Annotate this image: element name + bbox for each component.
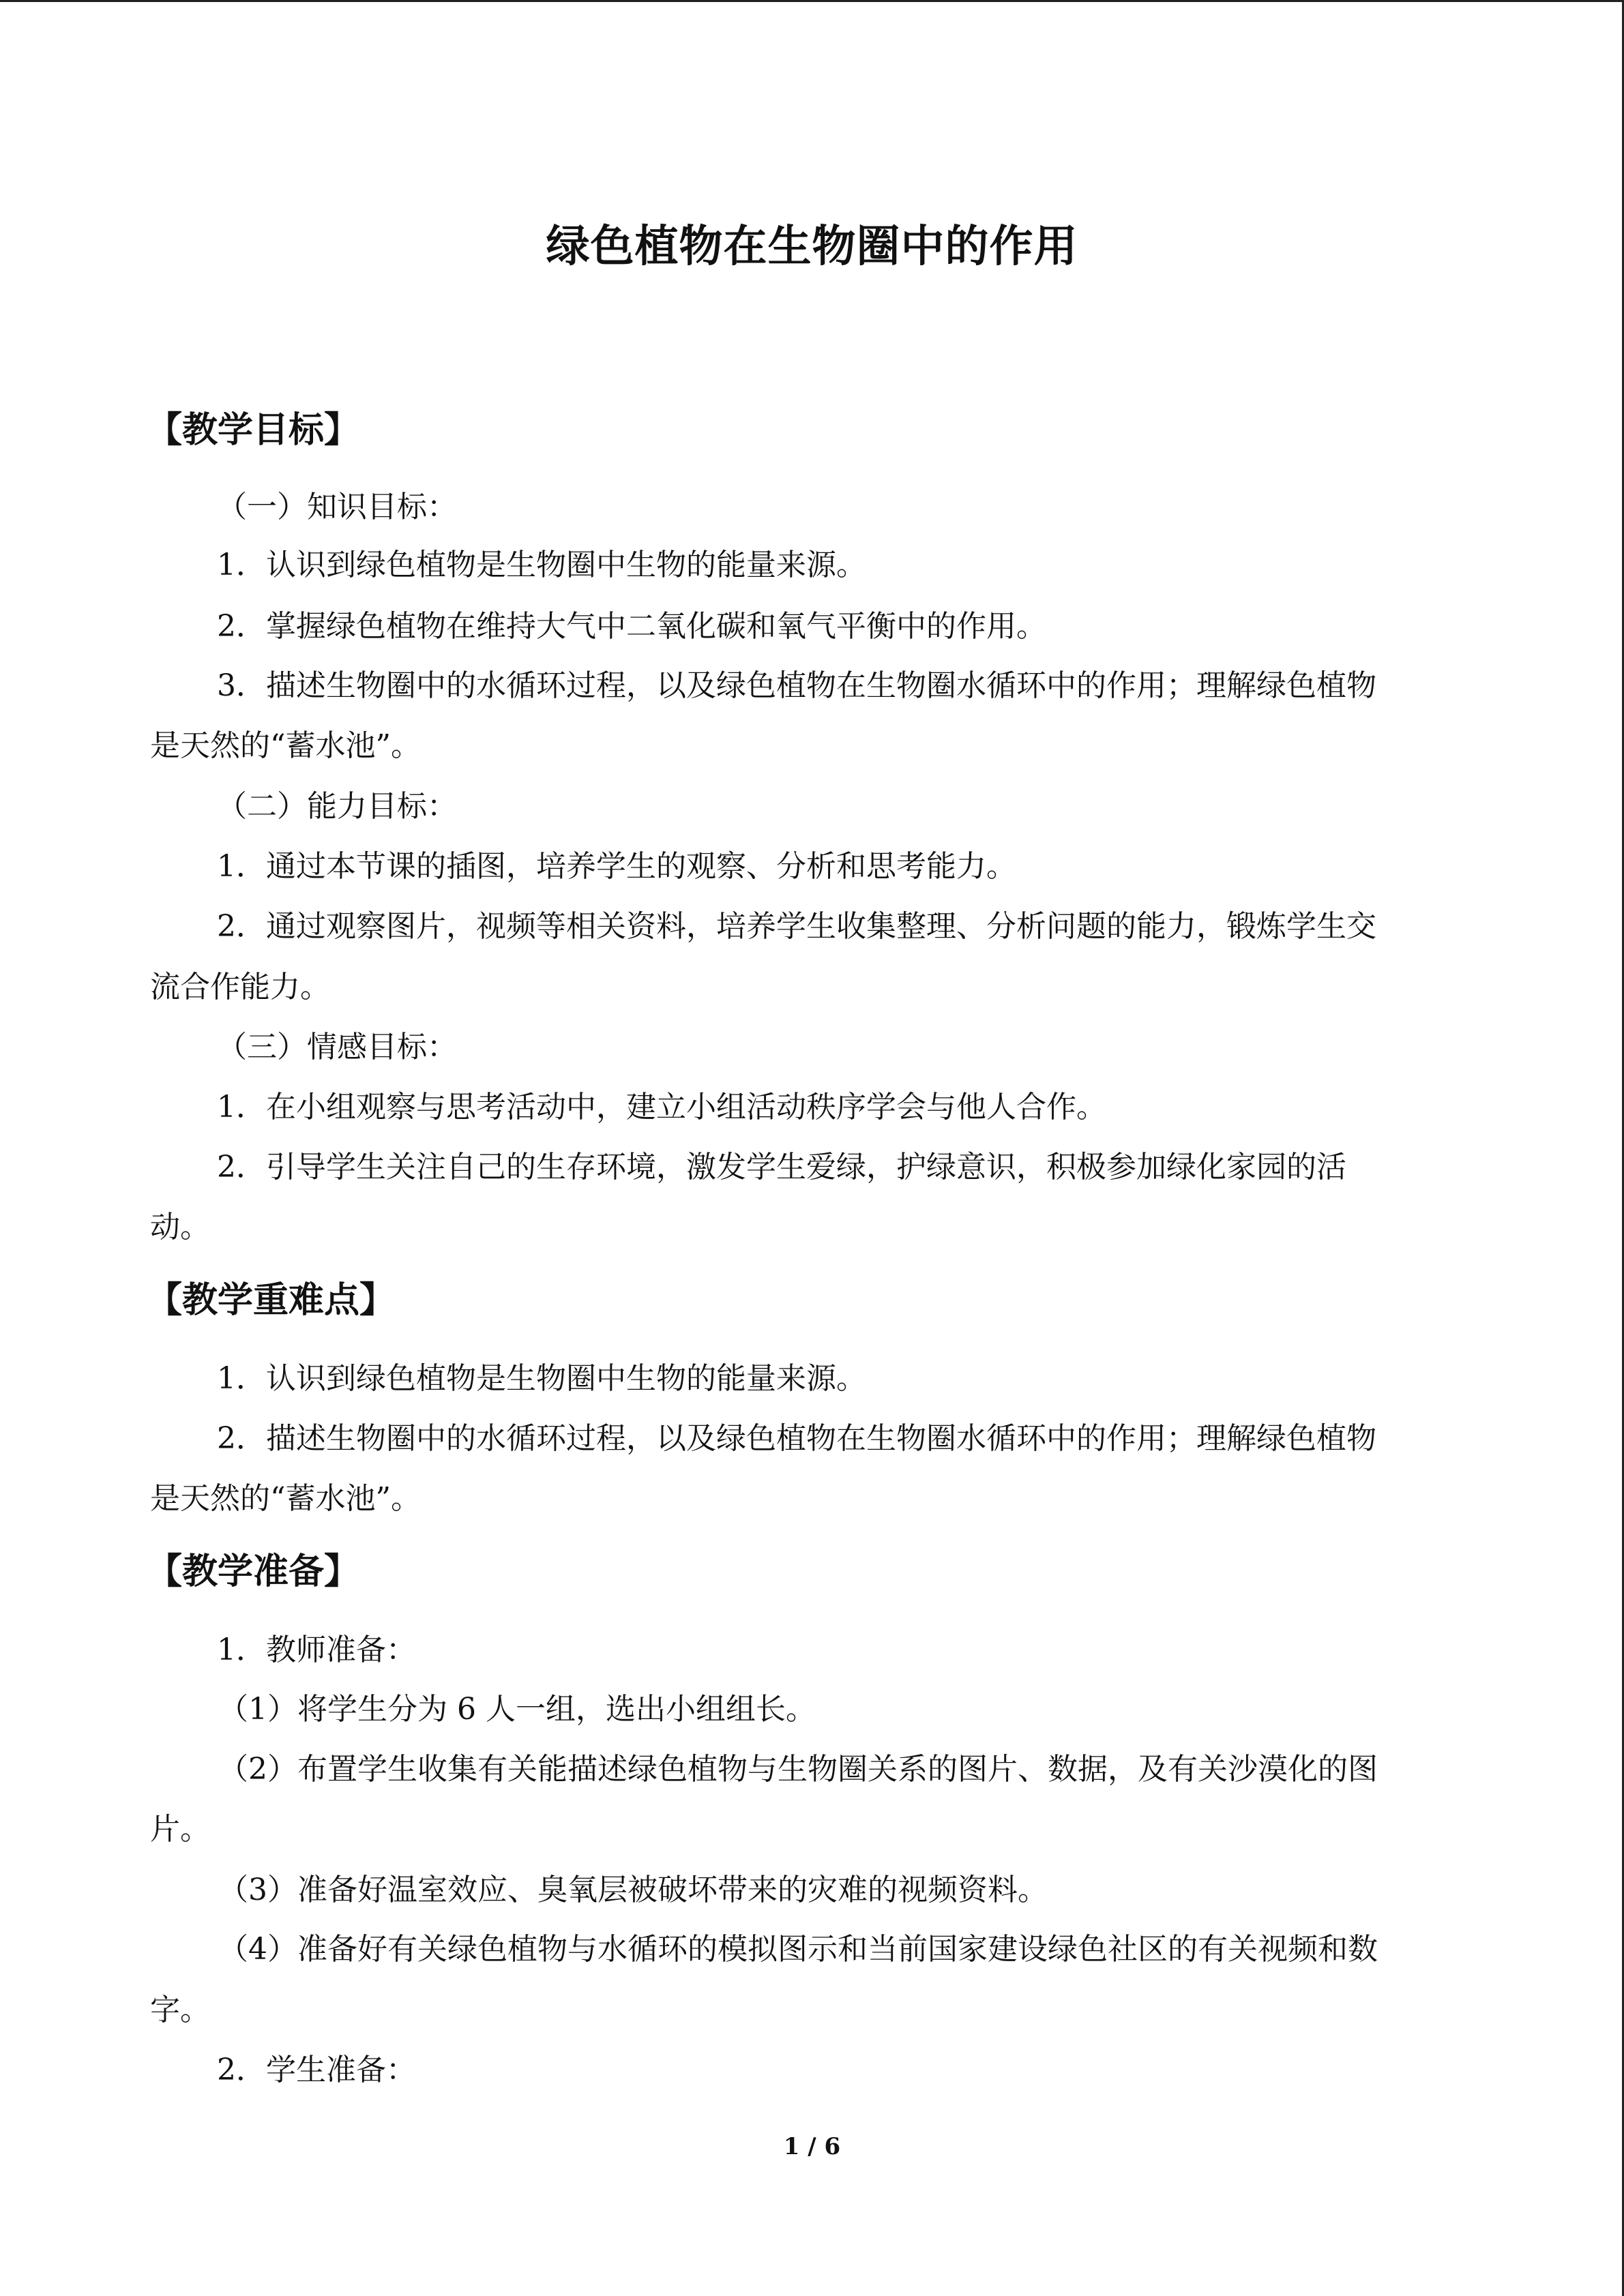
list-item-continuation: 流合作能力。: [150, 970, 330, 1004]
list-item: （4）准备好有关绿色植物与水循环的模拟图示和当前国家建设绿色社区的有关视频和数: [218, 1932, 1378, 1967]
list-item: （3）准备好温室效应、臭氧层被破坏带来的灾难的视频资料。: [218, 1873, 1048, 1907]
list-item-continuation: 是天然的“蓄水池”。: [150, 728, 421, 763]
section-heading-objectives: 【教学目标】: [147, 410, 360, 451]
student-prep-label: 2．学生准备：: [217, 2053, 416, 2087]
section-heading-keypoints: 【教学重难点】: [147, 1280, 396, 1321]
list-item: 2．描述生物圈中的水循环过程，以及绿色植物在生物圈水循环中的作用；理解绿色植物: [217, 1421, 1376, 1456]
list-item: 3．描述生物圈中的水循环过程，以及绿色植物在生物圈水循环中的作用；理解绿色植物: [217, 668, 1376, 703]
list-item: 1．认识到绿色植物是生物圈中生物的能量来源。: [217, 1361, 866, 1396]
list-item: （1）将学生分为 6 人一组，选出小组组长。: [218, 1692, 816, 1727]
list-item-continuation: 动。: [150, 1210, 210, 1244]
list-item-continuation: 是天然的“蓄水池”。: [150, 1481, 421, 1516]
list-item: 1．通过本节课的插图，培养学生的观察、分析和思考能力。: [217, 849, 1016, 884]
section-heading-preparation: 【教学准备】: [147, 1551, 360, 1592]
knowledge-objective-label: （一）知识目标：: [217, 490, 457, 524]
list-item: 1．认识到绿色植物是生物圈中生物的能量来源。: [217, 548, 866, 582]
list-item-continuation: 片。: [150, 1812, 210, 1847]
teacher-prep-label: 1．教师准备：: [217, 1632, 416, 1667]
list-item: （2）布置学生收集有关能描述绿色植物与生物圈关系的图片、数据，及有关沙漠化的图: [218, 1752, 1378, 1787]
ability-objective-label: （二）能力目标：: [217, 789, 457, 824]
list-item: 2．掌握绿色植物在维持大气中二氧化碳和氧气平衡中的作用。: [217, 609, 1046, 644]
list-item: 2．引导学生关注自己的生存环境，激发学生爱绿，护绿意识，积极参加绿化家园的活: [217, 1150, 1346, 1184]
document-title: 绿色植物在生物圈中的作用: [546, 222, 1078, 272]
emotion-objective-label: （三）情感目标：: [217, 1030, 457, 1064]
list-item: 2．通过观察图片，视频等相关资料，培养学生收集整理、分析问题的能力，锻炼学生交: [217, 909, 1376, 944]
list-item: 1．在小组观察与思考活动中，建立小组活动秩序学会与他人合作。: [217, 1090, 1106, 1124]
page-number: 1 / 6: [783, 2133, 841, 2160]
list-item-continuation: 字。: [150, 1993, 210, 2027]
